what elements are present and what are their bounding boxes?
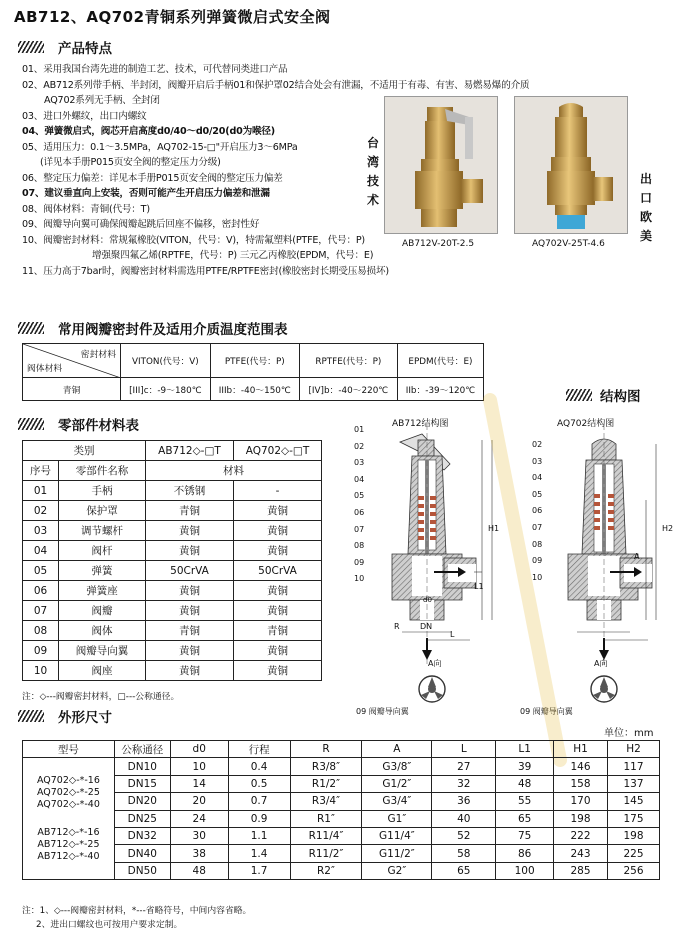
- dims-header-cell: L1: [496, 741, 554, 758]
- dims-header-cell: 行程: [228, 741, 290, 758]
- callout-number: 07: [354, 524, 365, 534]
- dims-cell: G3/4″: [362, 793, 432, 810]
- callout-number: 02: [532, 440, 543, 449]
- parts-cell: 黄铜: [146, 641, 234, 661]
- feature-item: (详见本手册P015页安全阀的整定压力分级): [40, 157, 221, 168]
- dims-cell: 225: [607, 845, 659, 862]
- dims-cell: 10: [170, 758, 228, 775]
- seal-table: [22, 343, 484, 401]
- dims-cell: 39: [496, 758, 554, 775]
- callout-number: 06: [354, 507, 365, 517]
- parts-header-cell: 序号: [23, 461, 59, 481]
- parts-cell: 阀瓣: [59, 601, 146, 621]
- callout-number: 03: [354, 458, 365, 468]
- dims-header-cell: R: [290, 741, 362, 758]
- parts-cell: 青铜: [234, 621, 322, 641]
- model-name: AQ702◇-*-16: [36, 774, 100, 786]
- dims-cell: 100: [496, 862, 554, 879]
- dims-cell: G1/2″: [362, 775, 432, 792]
- parts-row: [23, 541, 322, 561]
- parts-row: [23, 481, 322, 501]
- parts-row: [23, 561, 322, 581]
- dims-cell: 137: [607, 775, 659, 792]
- dims-cell: 36: [432, 793, 496, 810]
- dims-cell: 175: [607, 810, 659, 827]
- model-name: AQ702◇-*-40: [36, 798, 100, 810]
- guide-wing-right: [591, 676, 617, 702]
- model-name: AQ702◇-*-25: [36, 786, 100, 798]
- section-title: 零部件材料表: [58, 418, 139, 434]
- feature-item: 08、阀体材料：青铜(代号：T): [22, 203, 150, 215]
- callout-number: 04: [532, 473, 543, 483]
- dims-cell: R2″: [290, 862, 362, 879]
- dims-cell: R11/4″: [290, 827, 362, 844]
- ab712-diagram-title: AB712结构图: [392, 419, 449, 429]
- dims-cell: R3/8″: [290, 758, 362, 775]
- corner-top-label: 密封材料: [80, 350, 116, 360]
- parts-cell: 黄铜: [234, 541, 322, 561]
- parts-cell: 06: [23, 581, 59, 601]
- dims-header-cell: 公称通径: [114, 741, 170, 758]
- callout-number: 01: [354, 425, 365, 434]
- feature-item: AQ702系列无手柄、全封闭: [44, 95, 160, 106]
- callout-number: 06: [532, 506, 543, 516]
- section-header-structure: [566, 385, 641, 405]
- dims-cell: 1.7: [228, 862, 290, 879]
- model-name: AB712◇-*-25: [37, 838, 100, 850]
- model-cell: [23, 758, 115, 880]
- dims-header-cell: 型号: [23, 741, 115, 758]
- parts-cell: 黄铜: [234, 581, 322, 601]
- parts-cell: 黄铜: [234, 521, 322, 541]
- parts-cell: 黄铜: [234, 601, 322, 621]
- parts-cell: 调节螺杆: [59, 521, 146, 541]
- dims-cell: 198: [554, 810, 608, 827]
- parts-cell: 05: [23, 561, 59, 581]
- parts-cell: 黄铜: [146, 541, 234, 561]
- dims-cell: 65: [432, 862, 496, 879]
- ab712-valve-image: [385, 97, 497, 233]
- parts-cell: 青铜: [146, 621, 234, 641]
- dim-label-d0: d0: [423, 596, 432, 604]
- callout-number: 08: [532, 539, 543, 549]
- seal-row-label: 青铜: [23, 378, 121, 401]
- seal-value-cell: [IV]b：-40～220℃: [299, 378, 397, 401]
- parts-cell: 01: [23, 481, 59, 501]
- dims-body: [23, 758, 660, 880]
- dim-label-a: A: [634, 552, 640, 561]
- dims-row: [23, 810, 660, 827]
- dims-cell: 20: [170, 793, 228, 810]
- feature-item: 09、阀瓣导向翼可确保阀瓣起跳后回座不偏移，密封性好: [22, 219, 260, 230]
- dims-cell: 0.9: [228, 810, 290, 827]
- feature-item: 10、阀瓣密封材料：常规氟橡胶(VITON，代号：V)，特需氟塑料(PTFE，代号：P): [22, 234, 365, 246]
- dims-row: [23, 827, 660, 844]
- parts-cell: 03: [23, 521, 59, 541]
- parts-row: [23, 601, 322, 621]
- section-title: 结构图: [600, 389, 641, 405]
- section-title: 外形尺寸: [58, 710, 112, 726]
- dims-cell: 1.4: [228, 845, 290, 862]
- section-header-parts: [18, 414, 139, 434]
- feature-item: 11、压力高于7bar时，阀瓣密封材料需选用PTFE/RPTFE密封(橡胶密封长期受压易损坏): [22, 265, 389, 277]
- ab712-section: [392, 424, 492, 664]
- seal-header-cell: VITON(代号：V): [121, 344, 211, 378]
- dims-row: [23, 758, 660, 775]
- dims-cell: 1.1: [228, 827, 290, 844]
- callout-number: 03: [532, 456, 543, 466]
- dims-cell: 198: [607, 827, 659, 844]
- parts-cell: 黄铜: [146, 521, 234, 541]
- callout-number: 07: [532, 522, 543, 532]
- parts-table: [22, 440, 322, 681]
- parts-cell: 黄铜: [234, 501, 322, 521]
- parts-cell: 50CrVA: [234, 561, 322, 581]
- section-header-dims: [18, 706, 112, 726]
- seal-value-cell: [III]c：-9～180℃: [121, 378, 211, 401]
- dims-header-cell: A: [362, 741, 432, 758]
- feature-item: 05、适用压力：0.1～3.5MPa，AQ702-15-□"开启压力3～6MPa: [22, 141, 298, 153]
- callout-number: 09: [354, 557, 365, 567]
- seal-header-cell: PTFE(代号：P): [210, 344, 299, 378]
- aq702-valve-image: [515, 97, 627, 233]
- structure-diagrams: [332, 404, 672, 724]
- model-name: AB712◇-*-40: [37, 850, 100, 862]
- photo-ab712: [384, 96, 498, 234]
- a-direction-left: A向: [428, 659, 442, 668]
- dims-cell: 75: [496, 827, 554, 844]
- parts-cell: 阀杆: [59, 541, 146, 561]
- parts-row: [23, 621, 322, 641]
- feature-item: 增强聚四氟乙烯(RPTFE，代号：P) 三元乙丙橡胶(EPDM，代号：E): [92, 250, 374, 261]
- section-slash-icon: [18, 322, 44, 334]
- dims-cell: G2″: [362, 862, 432, 879]
- parts-cell: 黄铜: [146, 661, 234, 681]
- dims-table: [22, 740, 660, 880]
- dims-cell: R11/2″: [290, 845, 362, 862]
- dims-cell: 48: [170, 862, 228, 879]
- parts-cell: 青铜: [146, 501, 234, 521]
- parts-cell: 黄铜: [146, 581, 234, 601]
- callout-number: 09: [532, 556, 543, 566]
- parts-cell: 不锈钢: [146, 481, 234, 501]
- parts-header-cell: 零部件名称: [59, 461, 146, 481]
- ab712-callouts: [354, 422, 364, 588]
- callout-number: 04: [354, 474, 365, 484]
- photo-left-label: 台湾技术: [366, 136, 379, 207]
- dims-cell: DN10: [114, 758, 170, 775]
- seal-header-cell: RPTFE(代号：P): [299, 344, 397, 378]
- section-slash-icon: [18, 41, 44, 53]
- parts-header-cell: AQ702◇-□T: [234, 441, 322, 461]
- parts-cell: 04: [23, 541, 59, 561]
- section-slash-icon: [18, 710, 44, 722]
- dims-header-cell: L: [432, 741, 496, 758]
- feature-item: 07、建议垂直向上安装，否则可能产生开启压力偏差和泄漏: [22, 188, 270, 199]
- aq702-section: [568, 424, 656, 664]
- callout-number: 10: [354, 574, 365, 584]
- photo-left-caption: AB712V-20T-2.5: [402, 239, 475, 249]
- parts-row: [23, 641, 322, 661]
- parts-cell: -: [234, 481, 322, 501]
- parts-cell: 弹簧座: [59, 581, 146, 601]
- dims-cell: G3/8″: [362, 758, 432, 775]
- dims-cell: 52: [432, 827, 496, 844]
- parts-header-cell: 类别: [23, 441, 146, 461]
- parts-cell: 黄铜: [234, 661, 322, 681]
- dims-cell: DN20: [114, 793, 170, 810]
- dims-cell: 14: [170, 775, 228, 792]
- feature-list: [22, 62, 367, 78]
- parts-cell: 09: [23, 641, 59, 661]
- dims-cell: G11/4″: [362, 827, 432, 844]
- dims-note-1: 注：1、◇---阀瓣密封材料，*---省略符号，中间内容省略。: [22, 906, 252, 916]
- dims-cell: 158: [554, 775, 608, 792]
- section-slash-icon: [18, 418, 44, 430]
- dim-label-dn: DN: [420, 622, 433, 631]
- parts-header-cell: 材料: [146, 461, 322, 481]
- parts-cell: 手柄: [59, 481, 146, 501]
- parts-cell: 08: [23, 621, 59, 641]
- dims-row: [23, 862, 660, 879]
- dims-cell: 117: [607, 758, 659, 775]
- seal-header-cell: EPDM(代号：E): [397, 344, 483, 378]
- feature-item: 03、进口外螺纹，出口内螺纹: [22, 110, 147, 122]
- dims-cell: 58: [432, 845, 496, 862]
- dims-cell: DN25: [114, 810, 170, 827]
- guide-caption-left: 09 阀瓣导向翼: [356, 707, 409, 716]
- feature-item: 02、AB712系列带手柄、半封闭，阀瓣开启后手柄01和保护罩02结合处会有泄漏，不适用于有毒、有害、易燃易爆的介质: [22, 79, 530, 91]
- dim-label-l: L: [450, 630, 455, 639]
- dims-header-cell: d0: [170, 741, 228, 758]
- dims-cell: 24: [170, 810, 228, 827]
- parts-cell: 50CrVA: [146, 561, 234, 581]
- dims-cell: 0.5: [228, 775, 290, 792]
- parts-cell: 黄铜: [146, 601, 234, 621]
- parts-cell: 黄铜: [234, 641, 322, 661]
- dims-cell: 256: [607, 862, 659, 879]
- parts-row: [23, 501, 322, 521]
- dims-cell: 32: [432, 775, 496, 792]
- parts-row: [23, 521, 322, 541]
- dims-cell: R3/4″: [290, 793, 362, 810]
- seal-corner-cell: [23, 344, 121, 378]
- aq702-callouts: [532, 437, 542, 586]
- callout-number: 05: [532, 489, 543, 499]
- feature-item: 04、弹簧微启式，阀芯开启高度d0/40～d0/20(d0为喉径): [22, 126, 275, 137]
- dims-cell: 285: [554, 862, 608, 879]
- dims-cell: DN40: [114, 845, 170, 862]
- dims-cell: 222: [554, 827, 608, 844]
- parts-note: 注：◇---阀瓣密封材料，□---公称通径。: [22, 692, 180, 702]
- dims-note-2: 2、进出口螺纹也可按用户要求定制。: [36, 920, 183, 930]
- dims-row: [23, 845, 660, 862]
- dims-header-cell: H1: [554, 741, 608, 758]
- dims-cell: 38: [170, 845, 228, 862]
- feature-item: 06、整定压力偏差：详见本手册P015页安全阀的整定压力偏差: [22, 172, 283, 184]
- a-direction-right: A向: [594, 659, 608, 668]
- dims-cell: 30: [170, 827, 228, 844]
- dim-label-h2: H2: [662, 524, 674, 533]
- dims-cell: DN50: [114, 862, 170, 879]
- dim-label-r: R: [394, 622, 400, 631]
- model-name: AB712◇-*-16: [37, 826, 100, 838]
- guide-wing-left: [419, 676, 445, 702]
- feature-item: 01、采用我国台湾先进的制造工艺、技术，可代替同类进口产品: [22, 64, 288, 75]
- dims-row: [23, 775, 660, 792]
- photo-aq702: [514, 96, 628, 234]
- dims-row: [23, 793, 660, 810]
- page-title: AB712、AQ702青铜系列弹簧微启式安全阀: [14, 8, 331, 26]
- parts-cell: 阀座: [59, 661, 146, 681]
- corner-bottom-label: 阀体材料: [27, 364, 63, 374]
- dims-cell: 145: [607, 793, 659, 810]
- dims-cell: 0.7: [228, 793, 290, 810]
- dims-cell: 27: [432, 758, 496, 775]
- callout-number: 08: [354, 541, 365, 551]
- parts-cell: 02: [23, 501, 59, 521]
- dims-cell: 55: [496, 793, 554, 810]
- section-title: 常用阀瓣密封件及适用介质温度范围表: [58, 322, 288, 338]
- callout-number: 05: [354, 491, 365, 501]
- dims-header-row: [23, 741, 660, 758]
- parts-header-cell: AB712◇-□T: [146, 441, 234, 461]
- dims-cell: 170: [554, 793, 608, 810]
- dims-header-cell: H2: [607, 741, 659, 758]
- dim-label-h1: H1: [488, 524, 500, 533]
- parts-cell: 07: [23, 601, 59, 621]
- seal-value-cell: IIIb：-40～150℃: [210, 378, 299, 401]
- section-title: 产品特点: [58, 41, 112, 57]
- dims-cell: 0.4: [228, 758, 290, 775]
- aq702-diagram-title: AQ702结构图: [557, 419, 615, 429]
- section-header-seal: [18, 318, 288, 338]
- dims-cell: G1″: [362, 810, 432, 827]
- section-header-features: [18, 37, 112, 57]
- photo-right-label: 出口欧美: [639, 172, 652, 243]
- dims-cell: 243: [554, 845, 608, 862]
- dim-label-l1: L1: [474, 582, 484, 591]
- seal-value-cell: IIb：-39～120℃: [397, 378, 483, 401]
- guide-caption-right: 09 阀瓣导向翼: [520, 707, 573, 716]
- parts-row: [23, 661, 322, 681]
- dims-cell: 146: [554, 758, 608, 775]
- dims-cell: R1/2″: [290, 775, 362, 792]
- parts-cell: 阀体: [59, 621, 146, 641]
- parts-row: [23, 581, 322, 601]
- parts-cell: 弹簧: [59, 561, 146, 581]
- dims-cell: 65: [496, 810, 554, 827]
- structure-drawing: [332, 404, 672, 724]
- parts-cell: 保护罩: [59, 501, 146, 521]
- dims-cell: G11/2″: [362, 845, 432, 862]
- section-slash-icon: [566, 389, 592, 401]
- callout-number: 02: [354, 441, 365, 451]
- parts-cell: 10: [23, 661, 59, 681]
- dims-cell: 40: [432, 810, 496, 827]
- dims-cell: R1″: [290, 810, 362, 827]
- photo-right-caption: AQ702V-25T-4.6: [532, 239, 605, 249]
- model-spacer: [25, 811, 112, 827]
- parts-body: [23, 481, 322, 681]
- dims-cell: DN32: [114, 827, 170, 844]
- dims-cell: 48: [496, 775, 554, 792]
- dims-cell: 86: [496, 845, 554, 862]
- unit-label: 单位：mm: [604, 728, 654, 739]
- parts-cell: 阀瓣导向翼: [59, 641, 146, 661]
- dims-cell: DN15: [114, 775, 170, 792]
- callout-number: 10: [532, 572, 543, 582]
